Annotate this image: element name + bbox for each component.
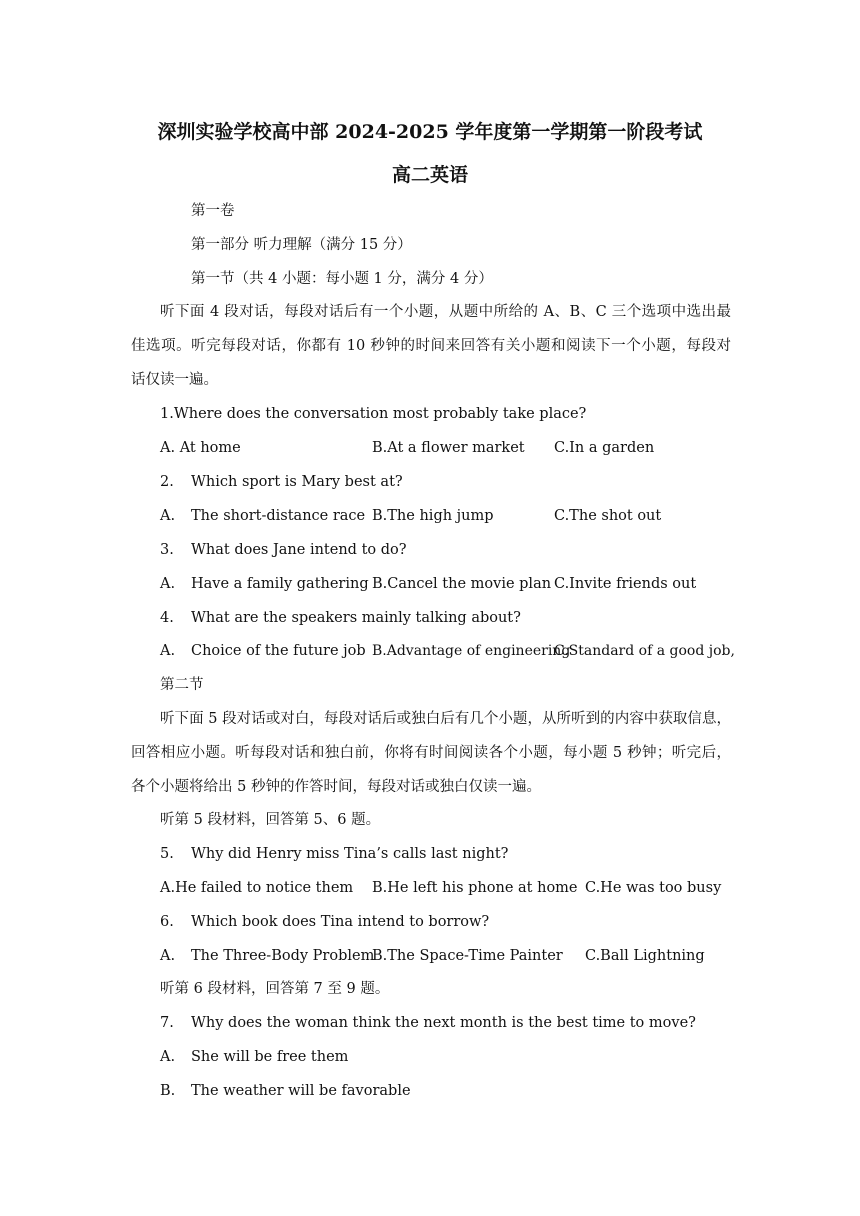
question-6-number: 6.	[160, 914, 174, 930]
question-6-stem: Which book does Tina intend to borrow?	[191, 914, 490, 930]
question-5-number: 5.	[160, 846, 174, 862]
question-3-option-a: Have a family gathering	[191, 576, 369, 592]
question-2-stem: Which sport is Mary best at?	[191, 474, 403, 490]
question-5-option-b: B.He left his phone at home	[372, 880, 578, 896]
question-3-option-a-label: A.	[160, 576, 176, 592]
question-5-option-a: A.He failed to notice them	[160, 880, 354, 896]
question-5-option-c: C.He was too busy	[585, 880, 722, 896]
question-1-option-b: B.At a flower market	[372, 440, 525, 456]
section2-instructions-line-1: 听下面 5 段对话或对白，每段对话后或独白后有几个小题，从所听到的内容中获取信息，	[160, 711, 731, 727]
question-2-option-c: C.The shot out	[554, 508, 662, 524]
section1-instructions-line-1: 听下面 4 段对话，每段对话后有一个小题，从题中所给的 A、B、C 三个选项中选出最	[160, 304, 731, 320]
question-5-stem: Why did Henry miss Tina’s calls last night?	[191, 846, 509, 862]
question-3-number: 3.	[160, 542, 174, 558]
exam-subtitle: 高二英语	[391, 164, 468, 186]
section1-instructions-line-2: 佳选项。听完每段对话，你都有 10 秒钟的时间来回答有关小题和阅读下一个小题，每段对	[131, 338, 731, 354]
question-1-option-c: C.In a garden	[554, 440, 655, 456]
volume-heading: 第一卷	[191, 203, 235, 219]
part1-heading: 第一部分 听力理解（满分 15 分）	[191, 237, 412, 253]
question-4-option-b: B.Advantage of engineering	[372, 643, 571, 659]
section1-heading: 第一节（共 4 小题：每小题 1 分，满分 4 分）	[191, 271, 493, 287]
question-7-stem: Why does the woman think the next month is the best time to move?	[191, 1015, 696, 1031]
question-7-option-b: The weather will be favorable	[191, 1083, 411, 1099]
section1-instructions-line-3: 话仅读一遍。	[131, 372, 218, 388]
question-2-option-a: The short-distance race	[191, 508, 366, 524]
question-6-option-c: C.Ball Lightning	[585, 948, 705, 964]
exam-title: 深圳实验学校高中部 2024-2025 学年度第一学期第一阶段考试	[157, 121, 703, 143]
question-3-option-b: B.Cancel the movie plan	[372, 576, 552, 592]
section2-instructions-line-2: 回答相应小题。听每段对话和独白前，你将有时间阅读各个小题，每小题 5 秒钟；听完后，	[131, 745, 731, 761]
material-6-heading: 听第 6 段材料，回答第 7 至 9 题。	[160, 981, 390, 997]
question-6-option-a-label: A.	[160, 948, 176, 964]
question-2-option-b: B.The high jump	[372, 508, 494, 524]
question-7-option-a: She will be free them	[191, 1049, 349, 1065]
material-5-heading: 听第 5 段材料，回答第 5、6 题。	[160, 812, 381, 828]
question-2-option-a-label: A.	[160, 508, 176, 524]
question-7-option-b-label: B.	[160, 1083, 176, 1099]
question-6-option-a: The Three-Body Problem	[191, 948, 375, 964]
section2-heading: 第二节	[160, 677, 204, 693]
question-4-option-a: Choice of the future job	[191, 643, 366, 659]
question-7-number: 7.	[160, 1015, 174, 1031]
question-6-option-b: B.The Space-Time Painter	[372, 948, 563, 964]
question-3-option-c: C.Invite friends out	[554, 576, 697, 592]
question-1-stem: 1.Where does the conversation most probably take place?	[160, 406, 587, 422]
question-2-number: 2.	[160, 474, 174, 490]
question-3-stem: What does Jane intend to do?	[191, 542, 407, 558]
question-4-stem: What are the speakers mainly talking about?	[191, 610, 521, 626]
section2-instructions-line-3: 各个小题将给出 5 秒钟的作答时间，每段对话或独白仅读一遍。	[131, 779, 541, 795]
question-4-number: 4.	[160, 610, 174, 626]
question-4-option-a-label: A.	[160, 643, 176, 659]
question-7-option-a-label: A.	[160, 1049, 176, 1065]
question-1-option-a: A. At home	[160, 440, 241, 456]
question-4-option-c: C.Standard of a good job,	[554, 643, 735, 659]
